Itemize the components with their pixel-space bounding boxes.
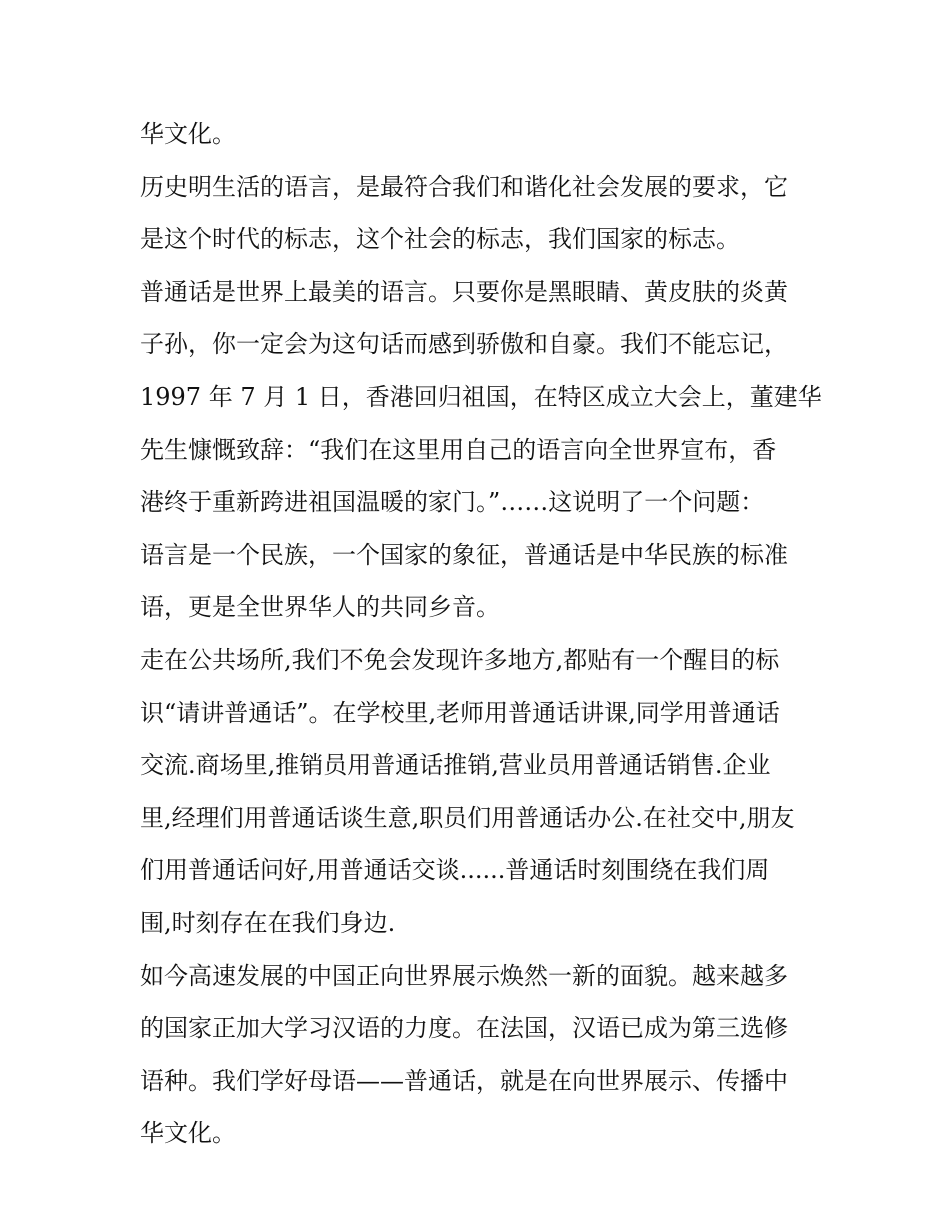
text-line: 语言是一个民族，一个国家的象征，普通话是中华民族的标准 [140,540,788,569]
text-line: 普通话是世界上最美的语言。只要你是黑眼睛、黄皮肤的炎黄 [140,277,788,306]
text-line: 1997 年 7 月 1 日，香港回归祖国，在特区成立大会上，董建华 [140,382,822,411]
text-line: 如今高速发展的中国正向世界展示焕然一新的面貌。越来越多 [140,961,788,990]
text-line: 里,经理们用普通话谈生意,职员们用普通话办公.在社交中,朋友 [140,803,795,832]
text-line: 们用普通话问好,用普通话交谈......普通话时刻围绕在我们周 [140,856,770,885]
text-line: 华文化。 [140,1119,236,1148]
document-body [140,108,820,1160]
text-line: 语，更是全世界华人的共同乡音。 [140,593,500,622]
text-line: 子孙，你一定会为这句话而感到骄傲和自豪。我们不能忘记， [140,330,788,359]
text-line: 走在公共场所,我们不免会发现许多地方,都贴有一个醒目的标 [140,645,780,674]
text-line: 是这个时代的标志，这个社会的标志，我们国家的标志。 [140,225,740,254]
text-line: 围,时刻存在在我们身边. [140,908,396,937]
text-line: 先生慷慨致辞：“我们在这里用自己的语言向全世界宣布，香 [140,435,777,464]
text-line: 港终于重新跨进祖国温暖的家门。”……这说明了一个问题： [140,488,765,517]
text-line: 历史明生活的语言，是最符合我们和谐化社会发展的要求，它 [140,172,788,201]
text-line: 的国家正加大学习汉语的力度。在法国，汉语已成为第三选修 [140,1014,788,1043]
text-line: 语种。我们学好母语——普通话，就是在向世界展示、传播中 [140,1066,788,1095]
text-line: 华文化。 [140,120,236,148]
text-line: 交流.商场里,推销员用普通话推销,营业员用普通话销售.企业 [140,751,771,780]
text-line: 识“请讲普通话”。在学校里,老师用普通话讲课,同学用普通话 [140,698,780,727]
